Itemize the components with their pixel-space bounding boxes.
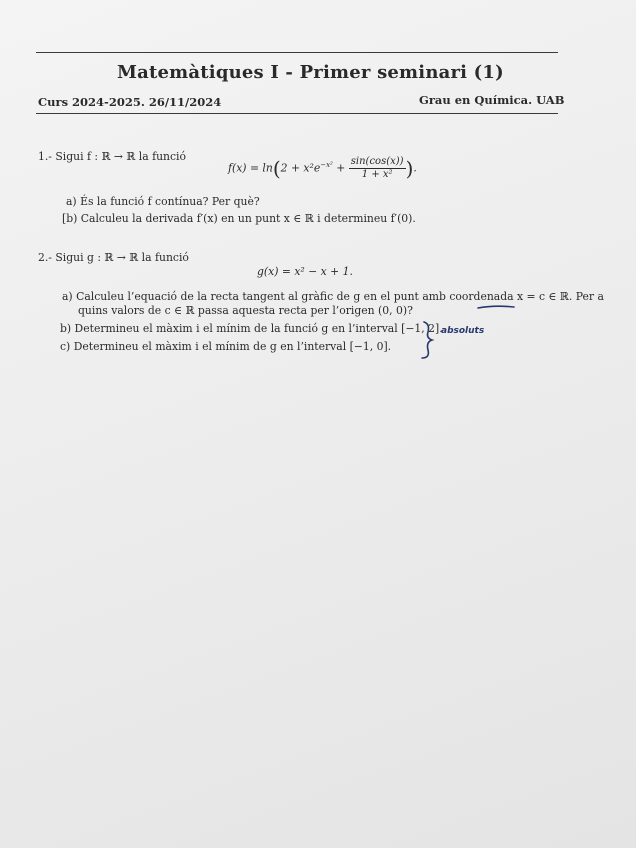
formula-exponent: −x² (320, 160, 333, 169)
handwritten-brace (418, 320, 438, 360)
problem-1-formula (228, 156, 417, 181)
problem-2-formula: g(x) = x² − x + 1. (257, 265, 353, 278)
problem-2-intro: 2.- Sigui g : ℝ → ℝ la funció (38, 251, 189, 264)
course-date: Curs 2024-2025. 26/11/2024 (38, 95, 222, 109)
formula-fraction (349, 156, 406, 181)
formula-mid: 2 + x²e (280, 161, 321, 175)
header-rule (36, 113, 558, 114)
formula-lhs: f(x) = ln (228, 161, 273, 175)
problem-1-intro: 1.- Sigui f : ℝ → ℝ la funció (38, 150, 186, 163)
problem-1-part-b: [b) Calculeu la derivada f′(x) en un punt x ∈ ℝ i determineu f′(0). (62, 212, 416, 225)
fraction-numerator: sin(cos(x)) (350, 156, 404, 167)
formula-close-paren: ) (405, 156, 414, 181)
top-rule (36, 52, 558, 53)
problem-2-part-c: c) Determineu el màxim i el mínim de g en l’interval [−1, 0]. (60, 340, 392, 353)
problem-2-part-a-line-2: quins valors de c ∈ ℝ passa aquesta recta per l’origen (0, 0)? (78, 304, 413, 317)
formula-plus: + (336, 161, 346, 175)
handwritten-underline (476, 304, 516, 310)
problem-2-part-b: b) Determineu el màxim i el mínim de la funció g en l’interval [−1, 2]. (60, 322, 443, 335)
formula-open-paren: ( (272, 156, 281, 181)
problem-1-part-a: a) És la funció f contínua? Per què? (66, 195, 260, 208)
degree-institution: Grau en Química. UAB (419, 93, 565, 107)
formula-end: . (413, 161, 417, 175)
handwritten-note: absoluts (441, 326, 485, 336)
fraction-denominator: 1 + x² (361, 169, 393, 180)
problem-2-part-a-line-1: a) Calculeu l’equació de la recta tangent al gràfic de g en el punt amb coordenada x = c ∈ ℝ. Per a (62, 290, 604, 303)
page-title: Matemàtiques I - Primer seminari (1) (117, 62, 504, 83)
